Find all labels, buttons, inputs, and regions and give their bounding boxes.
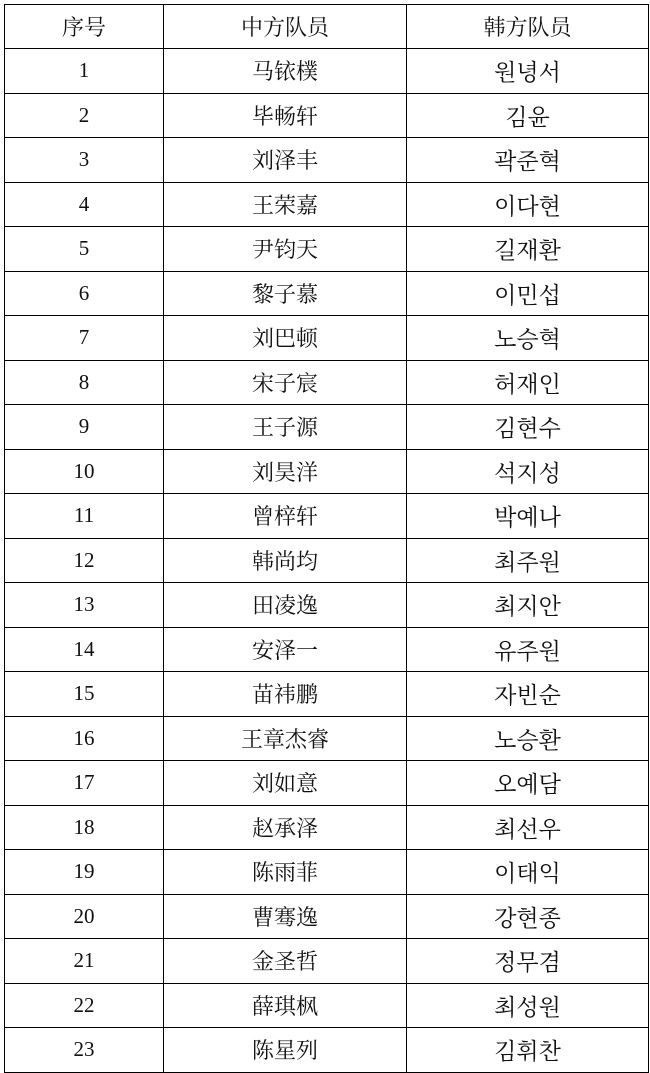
table-row (5, 182, 649, 227)
cell-chinese-member: 尹钧天 (164, 227, 407, 272)
header-korean-member: 韩方队员 (407, 5, 649, 49)
table-row (5, 983, 649, 1028)
cell-chinese-member: 黎子慕 (164, 271, 407, 316)
cell-korean-member: 자빈순 (407, 672, 649, 717)
cell-korean-member: 유주원 (407, 627, 649, 672)
cell-chinese-member: 刘昊洋 (164, 449, 407, 494)
cell-chinese-member: 田凌逸 (164, 583, 407, 628)
cell-korean-member: 이다현 (407, 182, 649, 227)
cell-index: 12 (5, 538, 164, 583)
cell-index: 14 (5, 627, 164, 672)
header-row (5, 5, 649, 49)
cell-korean-member: 원녕서 (407, 49, 649, 94)
table-row (5, 894, 649, 939)
cell-index: 22 (5, 983, 164, 1028)
cell-index: 9 (5, 405, 164, 450)
header-index: 序号 (5, 5, 164, 49)
cell-chinese-member: 陈雨菲 (164, 850, 407, 895)
table-row (5, 805, 649, 850)
cell-chinese-member: 王子源 (164, 405, 407, 450)
table-row (5, 939, 649, 984)
table-row (5, 672, 649, 717)
cell-index: 21 (5, 939, 164, 984)
cell-index: 20 (5, 894, 164, 939)
cell-chinese-member: 刘如意 (164, 761, 407, 806)
cell-index: 5 (5, 227, 164, 272)
cell-korean-member: 이민섭 (407, 271, 649, 316)
cell-korean-member: 정무겸 (407, 939, 649, 984)
cell-chinese-member: 苗祎鹏 (164, 672, 407, 717)
cell-chinese-member: 刘泽丰 (164, 138, 407, 183)
cell-korean-member: 김윤 (407, 93, 649, 138)
cell-chinese-member: 安泽一 (164, 627, 407, 672)
cell-index: 23 (5, 1028, 164, 1073)
cell-index: 2 (5, 93, 164, 138)
table-row (5, 449, 649, 494)
cell-korean-member: 노승환 (407, 716, 649, 761)
table-row (5, 761, 649, 806)
cell-chinese-member: 韩尚均 (164, 538, 407, 583)
cell-chinese-member: 刘巴顿 (164, 316, 407, 361)
cell-korean-member: 곽준혁 (407, 138, 649, 183)
roster-table (4, 4, 649, 1073)
cell-index: 18 (5, 805, 164, 850)
table-row (5, 360, 649, 405)
cell-index: 11 (5, 494, 164, 539)
cell-korean-member: 이태익 (407, 850, 649, 895)
cell-chinese-member: 毕畅轩 (164, 93, 407, 138)
cell-index: 10 (5, 449, 164, 494)
table-row (5, 583, 649, 628)
cell-chinese-member: 陈星列 (164, 1028, 407, 1073)
cell-index: 19 (5, 850, 164, 895)
table-row (5, 1028, 649, 1073)
cell-index: 4 (5, 182, 164, 227)
table-row (5, 49, 649, 94)
cell-korean-member: 허재인 (407, 360, 649, 405)
table-row (5, 494, 649, 539)
cell-korean-member: 김현수 (407, 405, 649, 450)
cell-index: 17 (5, 761, 164, 806)
table-row (5, 93, 649, 138)
cell-chinese-member: 马铱樸 (164, 49, 407, 94)
cell-index: 3 (5, 138, 164, 183)
cell-chinese-member: 曾梓轩 (164, 494, 407, 539)
cell-korean-member: 최선우 (407, 805, 649, 850)
cell-korean-member: 길재환 (407, 227, 649, 272)
table-row (5, 316, 649, 361)
cell-korean-member: 노승혁 (407, 316, 649, 361)
cell-korean-member: 박예나 (407, 494, 649, 539)
table-row (5, 716, 649, 761)
cell-index: 7 (5, 316, 164, 361)
table-row (5, 227, 649, 272)
roster-body (5, 49, 649, 1073)
cell-chinese-member: 宋子宸 (164, 360, 407, 405)
cell-korean-member: 최주원 (407, 538, 649, 583)
table-row (5, 850, 649, 895)
cell-korean-member: 최성원 (407, 983, 649, 1028)
cell-chinese-member: 金圣哲 (164, 939, 407, 984)
table-row (5, 138, 649, 183)
cell-chinese-member: 王章杰睿 (164, 716, 407, 761)
cell-chinese-member: 赵承泽 (164, 805, 407, 850)
cell-index: 15 (5, 672, 164, 717)
header-chinese-member: 中方队员 (164, 5, 407, 49)
cell-index: 6 (5, 271, 164, 316)
cell-index: 13 (5, 583, 164, 628)
table-row (5, 405, 649, 450)
table-row (5, 627, 649, 672)
cell-chinese-member: 曹骞逸 (164, 894, 407, 939)
cell-chinese-member: 薛琪枫 (164, 983, 407, 1028)
cell-index: 16 (5, 716, 164, 761)
table-row (5, 271, 649, 316)
cell-korean-member: 김휘찬 (407, 1028, 649, 1073)
cell-korean-member: 강현종 (407, 894, 649, 939)
cell-korean-member: 오예담 (407, 761, 649, 806)
cell-korean-member: 최지안 (407, 583, 649, 628)
table-row (5, 538, 649, 583)
cell-index: 8 (5, 360, 164, 405)
cell-korean-member: 석지성 (407, 449, 649, 494)
cell-index: 1 (5, 49, 164, 94)
cell-chinese-member: 王荣嘉 (164, 182, 407, 227)
